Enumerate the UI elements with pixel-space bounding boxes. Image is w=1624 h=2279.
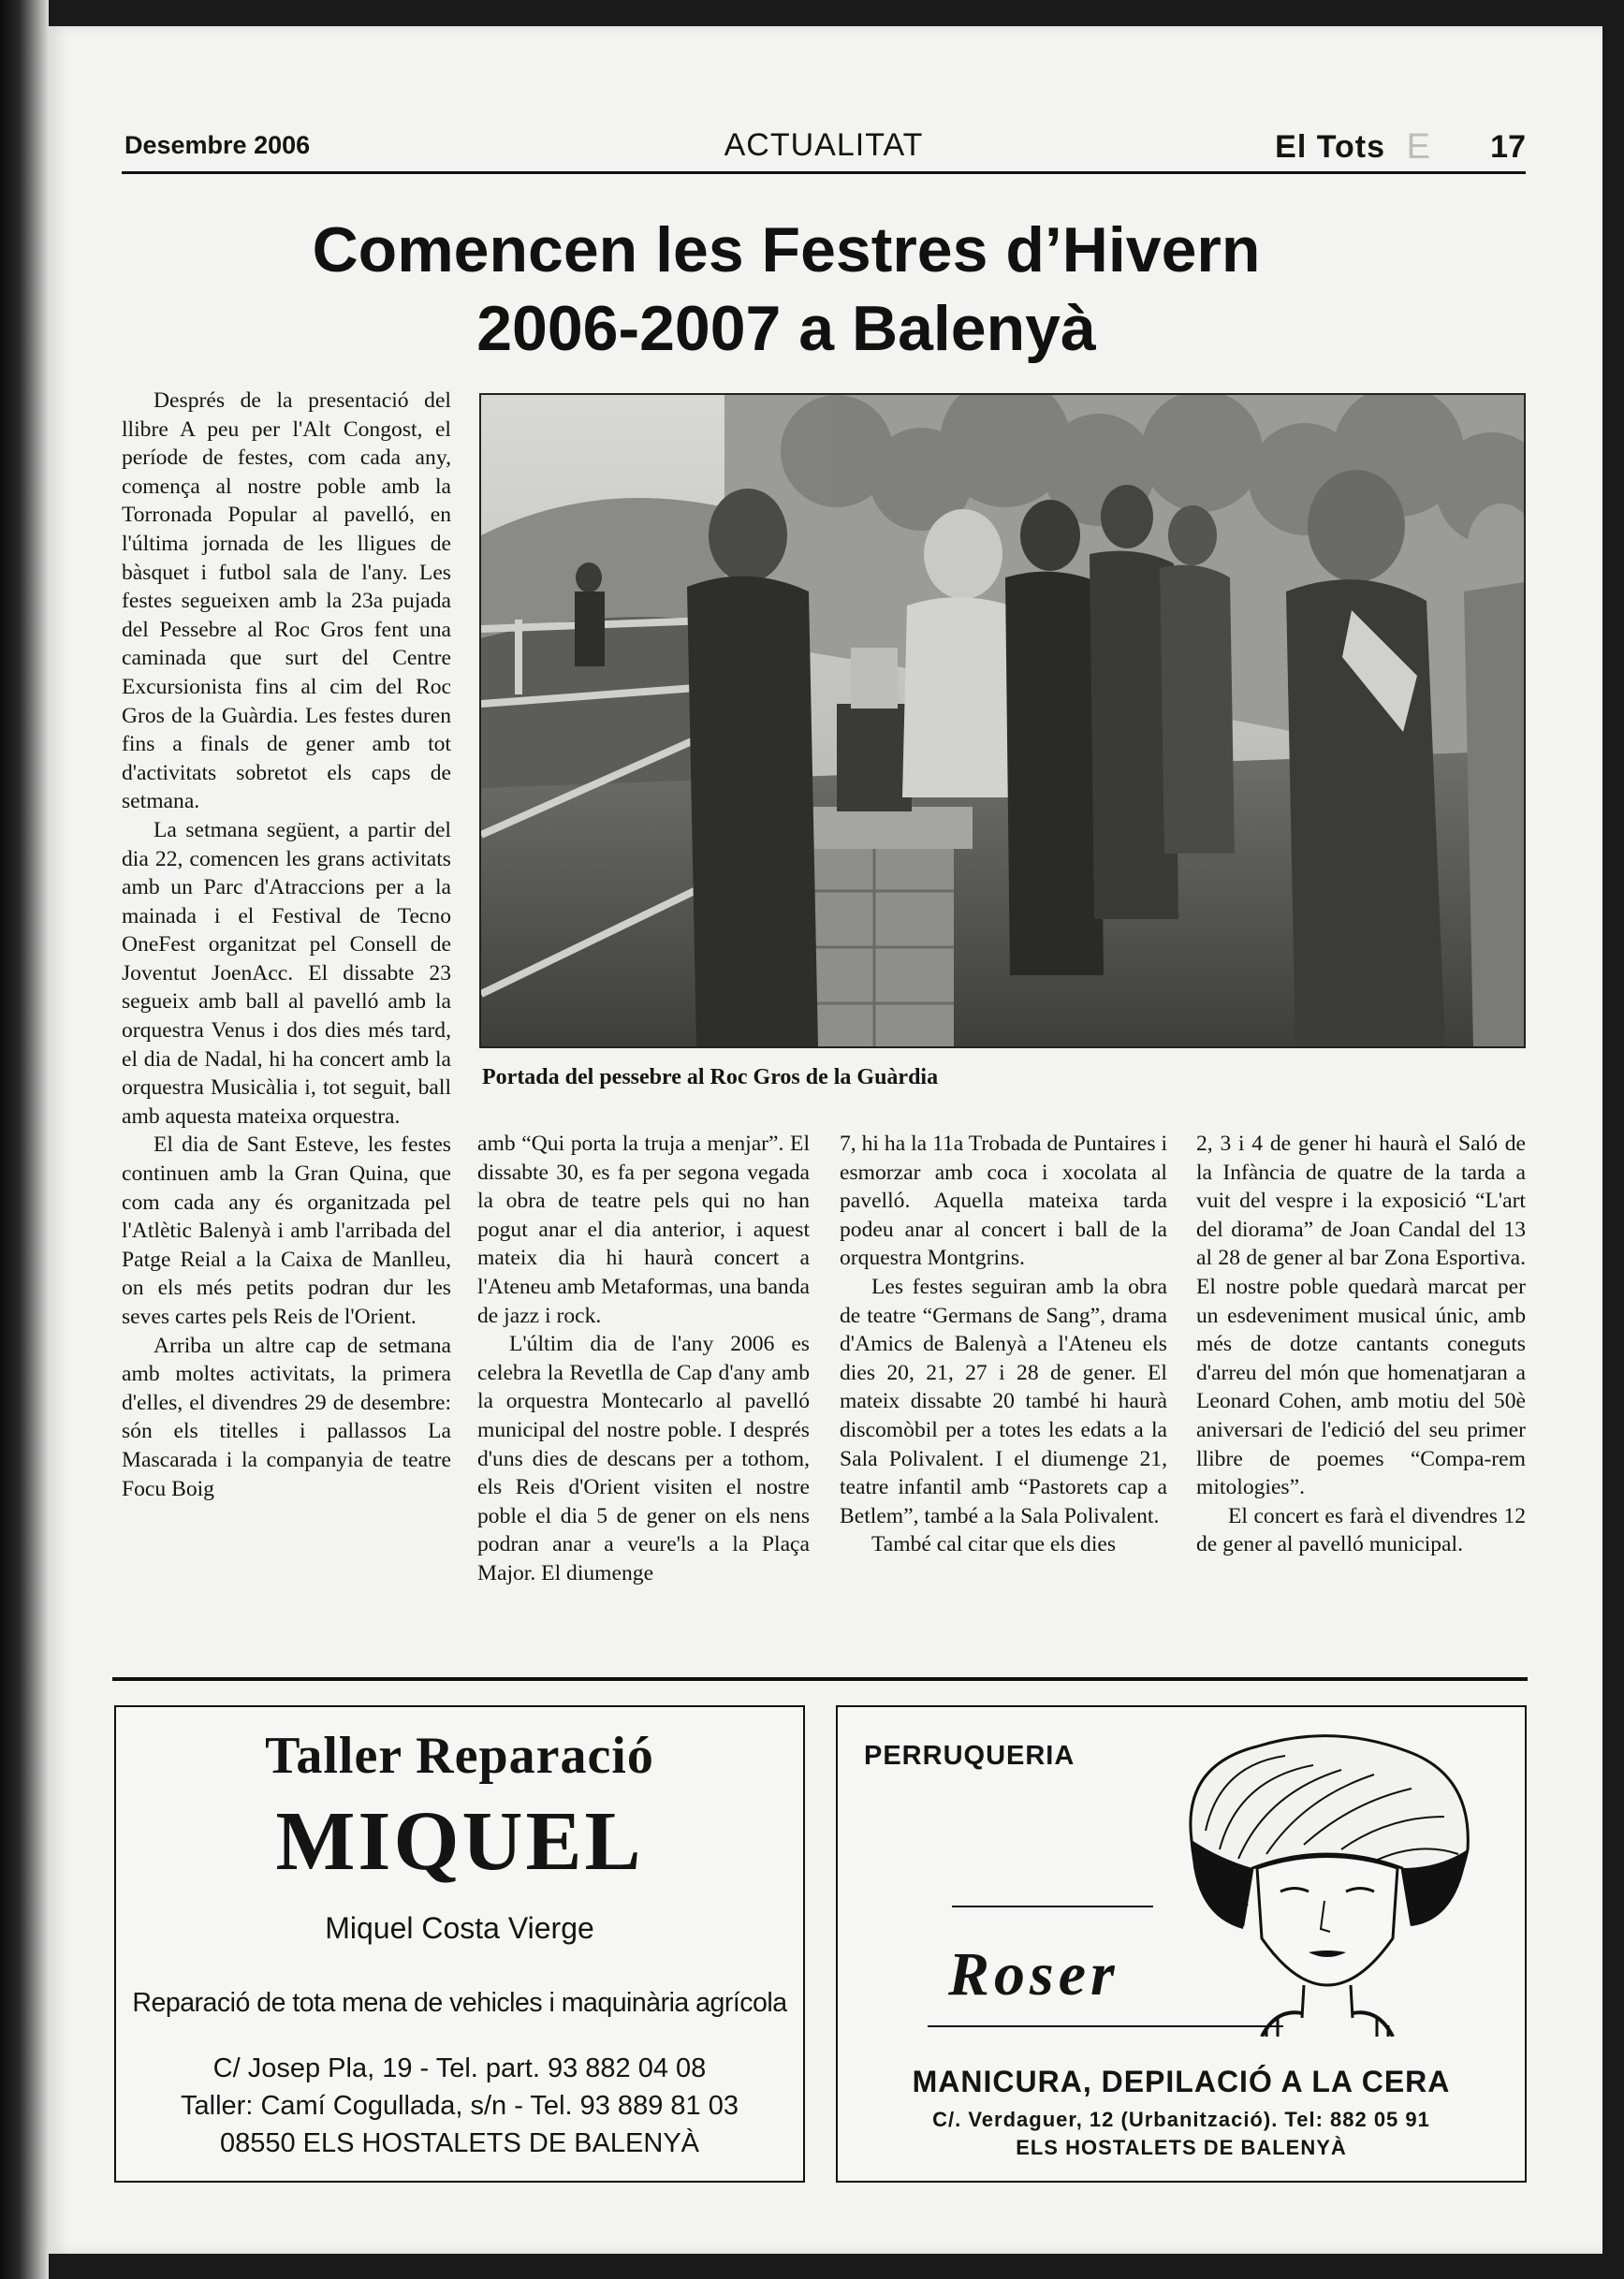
paragraph: També cal citar que els dies [871,1532,1117,1557]
article-photo [479,393,1526,1048]
advert-address-line: Taller: Camí Cogullada, s/n - Tel. 93 889 81 03 [181,2091,739,2121]
advert-description: Reparació de tota mena de vehicles i maquinària agrícola [132,1988,787,2018]
advert-address: C/. Verdaguer, 12 (Urbanització). Tel: 882 05 91 [932,2108,1430,2131]
paragraph: Les festes seguiran amb la obra de teatre “Germans de Sang”, drama d'Amics de Balenyà a l'Ateneu els dies 20, 21, 27 i 28 de gener. El mateix dissabte 20 també hi haurà discomòbil per a totes les edats a la Sala Polivalent. I el diumenge 21, teatre infantil amb “Pastorets cap a Betlem”, també a la Sala Polivalent. [840,1274,1167,1528]
advert-taller-miquel [114,1705,805,2183]
advert-heading: Taller Reparació [265,1727,654,1785]
title-line-1: Comencen les Festres d’Hivern [312,214,1261,285]
photo-caption: Portada del pessebre al Roc Gros de la Guàrdia [482,1065,939,1089]
title-line-2: 2006-2007 a Balenyà [476,293,1096,364]
article-title [178,211,1395,368]
article-column-2 [477,1130,810,1588]
paragraph: 2, 3 i 4 de gener hi haurà el Saló de la Infància de quatre de la tarda a vuit del vespre i la exposició “L'art del diorama” de Joan Candal del 13 al 28 de gener al bar Zona Esportiva. El nostre poble quedarà marcat per un esdeveniment musical únic, amb més de dotze cantants coneguts d'arreu del món que homenatjaran a Leonard Cohen, amb motiu del 50è aniversari de l'edició del seu primer llibre de poemes “Compa-rem mitologies”. [1196,1132,1526,1500]
paragraph: L'últim dia de l'any 2006 es celebra la Revetlla de Cap d'any amb la orquestra Montecarlo al pavelló municipal del nostre poble. I després d'uns dies de descans per a tothom, els Reis d'Orient visiten el nostre poble el dia 5 de gener on els nens podran anar a veure'ls a la Plaça Major. El diumenge [477,1332,810,1585]
show-through-mark: E [1406,127,1430,167]
header-rule [122,171,1526,174]
paragraph: Després de la presentació del llibre A peu per l'Alt Congost, el període de festes, com cada any, comença al nostre poble amb la Torronada Popular al pavelló, en l'última jornada de les lligues de bàsquet i futbol sala de l'any. Les festes segueixen amb la 23a pujada del Pessebre al Roc Gros fent una caminada que surt del Centre Excursionista fins al cim del Roc Gros de la Guàrdia. Les festes duren fins a finals de gener amb tot d'activitats sobretot els caps de setmana. [122,388,451,814]
paragraph: 7, hi ha la 11a Trobada de Puntaires i esmorzar amb coca i xocolata al pavelló. Aquella mateixa tarda podeu anar al concert i ball de la orquestra Montgrins. [840,1132,1167,1271]
paragraph: amb “Qui porta la truja a menjar”. El dissabte 30, es fa per segona vegada la obra de teatre pels qui no han pogut anar el dia anterior, i aquest mateix dia hi haurà concert a l'Ateneu amb Metaformas, una banda de jazz i rock. [477,1132,810,1328]
advert-perruqueria-roser [836,1705,1527,2183]
issue-date: Desembre 2006 [124,131,311,159]
advert-owner: Miquel Costa Vierge [325,1911,594,1945]
page-number: 17 [1490,129,1526,165]
running-header [122,127,1526,174]
article-column-1 [122,387,451,1503]
paragraph: La setmana següent, a partir del dia 22, comencen les grans activitats amb un Parc d'Atraccions per a la mainada i el Festival de Tecno OneFest organitzat pel Consell de Joventut JoenAcc. El dissabte 23 segueix amb ball al pavelló amb la orquestra Venus i dos dies més tard, el dia de Nadal, hi ha concert amb la orquestra Musicàlia i, tot seguit, ball amb aquesta mateixa orquestra. [122,817,451,1129]
publication-name: El Tots [1275,129,1385,165]
article-column-3 [840,1130,1167,1559]
brand-rule-top [952,1906,1153,1907]
photo-crowd-at-summit [481,395,1524,1046]
advert-brand: Roser [948,1940,1119,2009]
paragraph: El dia de Sant Esteve, les festes continuen amb la Gran Quina, que com cada any és organitzada pel l'Atlètic Balenyà i amb l'arribada del Patge Reial a la Caixa de Manlleu, on els més petits podran dur les seves cartes pels Reis de l'Orient. [122,1132,451,1329]
section-name: ACTUALITAT [724,127,924,163]
ads-divider-rule [112,1677,1528,1681]
advert-town: ELS HOSTALETS DE BALENYÀ [1016,2136,1347,2159]
page-binding-shadow [0,0,49,2279]
advert-address-line: 08550 ELS HOSTALETS DE BALENYÀ [219,2128,700,2158]
article-column-4 [1196,1130,1526,1559]
paragraph: Arriba un altre cap de setmana amb moltes activitats, la primera d'elles, el divendres 29 de desembre: són els titelles i pallassos La Mascarada i la companyia de teatre Focu Boig [122,1333,451,1501]
woman-portrait-illustration [1173,1728,1482,2037]
advert-services: MANICURA, DEPILACIÓ A LA CERA [912,2065,1451,2098]
paragraph: El concert es farà el divendres 12 de gener al pavelló municipal. [1196,1503,1526,1557]
advert-kind: PERRUQUERIA [864,1741,1075,1771]
advert-address-line: C/ Josep Pla, 19 - Tel. part. 93 882 04 08 [212,2053,707,2083]
advert-business-name: MIQUEL [275,1795,644,1888]
